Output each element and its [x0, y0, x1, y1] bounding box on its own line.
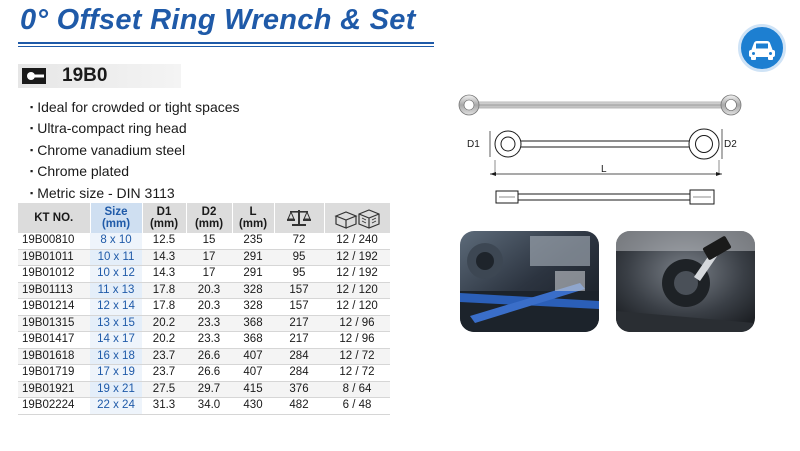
dimension-d2-label: D2: [724, 139, 737, 150]
cell-weight: 284: [274, 348, 324, 365]
cell-kt: 19B01012: [18, 266, 90, 283]
cell-kt: 19B02224: [18, 398, 90, 415]
dimension-l-label: L: [601, 164, 607, 175]
cell-size: 12 x 14: [90, 299, 142, 316]
cell-pack: 12 / 72: [324, 348, 390, 365]
cell-d1: 17.8: [142, 282, 186, 299]
cell-d2: 15: [186, 233, 232, 249]
cell-size: 10 x 12: [90, 266, 142, 283]
cell-weight: 217: [274, 332, 324, 349]
cell-size: 14 x 17: [90, 332, 142, 349]
cell-pack: 12 / 192: [324, 266, 390, 283]
cell-size: 16 x 18: [90, 348, 142, 365]
cell-kt: 19B01113: [18, 282, 90, 299]
header-d2-unit: (mm): [194, 218, 224, 230]
header-size-unit: (mm): [101, 218, 131, 230]
cell-weight: 482: [274, 398, 324, 415]
table-header-row: [18, 203, 390, 233]
wrench-dimension-drawing: [466, 124, 746, 184]
cell-size: 22 x 24: [90, 398, 142, 415]
header-size-label: Size: [104, 206, 128, 218]
cell-pack: 6 / 48: [324, 398, 390, 415]
cell-d2: 20.3: [186, 299, 232, 316]
wrench-in-use-photo: [616, 231, 755, 332]
wrench-side-profile: [494, 188, 716, 208]
cell-size: 19 x 21: [90, 381, 142, 398]
header-kt-no: KT NO.: [18, 203, 90, 233]
feature-list: [30, 98, 240, 205]
cell-d2: 23.3: [186, 332, 232, 349]
cell-l: 407: [232, 348, 274, 365]
header-size: [90, 203, 142, 233]
header-d1-unit: (mm): [149, 218, 179, 230]
cell-pack: 12 / 192: [324, 249, 390, 266]
cell-l: 328: [232, 299, 274, 316]
cell-weight: 157: [274, 299, 324, 316]
engine-bay-photo: [460, 231, 599, 332]
table-row: [18, 365, 390, 382]
page-title: 0° Offset Ring Wrench & Set: [20, 4, 416, 36]
table-row: [18, 332, 390, 349]
cell-d1: 23.7: [142, 365, 186, 382]
cell-d2: 26.6: [186, 348, 232, 365]
cell-d1: 12.5: [142, 233, 186, 249]
table-row: [18, 266, 390, 283]
feature-item: ▪ Ideal for crowded or tight spaces: [30, 98, 240, 119]
header-weight: [274, 203, 324, 233]
cell-d1: 20.2: [142, 315, 186, 332]
table-row: [18, 348, 390, 365]
cell-d1: 20.2: [142, 332, 186, 349]
cell-kt: 19B01214: [18, 299, 90, 316]
cell-l: 291: [232, 249, 274, 266]
table-row: [18, 299, 390, 316]
cell-d1: 27.5: [142, 381, 186, 398]
cell-weight: 376: [274, 381, 324, 398]
cell-d1: 14.3: [142, 249, 186, 266]
table-row: [18, 381, 390, 398]
cell-d1: 31.3: [142, 398, 186, 415]
cell-size: 17 x 19: [90, 365, 142, 382]
cell-kt: 19B01315: [18, 315, 90, 332]
cell-d2: 29.7: [186, 381, 232, 398]
table-row: [18, 233, 390, 249]
cell-d2: 17: [186, 266, 232, 283]
cell-d2: 23.3: [186, 315, 232, 332]
box-icon: [332, 207, 382, 229]
cell-d2: 17: [186, 249, 232, 266]
table-row: [18, 315, 390, 332]
cell-pack: 12 / 96: [324, 332, 390, 349]
cell-l: 291: [232, 266, 274, 283]
cell-d2: 20.3: [186, 282, 232, 299]
feature-item: ▪ Ultra-compact ring head: [30, 119, 240, 140]
cell-pack: 12 / 240: [324, 233, 390, 249]
cell-kt: 19B00810: [18, 233, 90, 249]
table-row: [18, 282, 390, 299]
cell-d2: 34.0: [186, 398, 232, 415]
model-code: 19B0: [62, 65, 108, 86]
table-row: [18, 398, 390, 415]
spec-table: [18, 203, 391, 415]
cell-weight: 157: [274, 282, 324, 299]
feature-item: ▪ Chrome plated: [30, 162, 240, 183]
cell-weight: 95: [274, 249, 324, 266]
cell-d1: 17.8: [142, 299, 186, 316]
cell-size: 10 x 11: [90, 249, 142, 266]
scale-icon: [286, 207, 312, 229]
cell-l: 415: [232, 381, 274, 398]
header-l-unit: (mm): [238, 218, 268, 230]
header-l: [232, 203, 274, 233]
cell-kt: 19B01719: [18, 365, 90, 382]
header-pack: [324, 203, 390, 233]
cell-size: 11 x 13: [90, 282, 142, 299]
cell-l: 328: [232, 282, 274, 299]
cell-l: 368: [232, 332, 274, 349]
cell-weight: 284: [274, 365, 324, 382]
cell-kt: 19B01417: [18, 332, 90, 349]
feature-item: ▪ Metric size - DIN 3113: [30, 184, 240, 205]
cell-pack: 12 / 120: [324, 282, 390, 299]
cell-weight: 95: [274, 266, 324, 283]
header-d2-label: D2: [201, 206, 217, 218]
feature-item: ▪ Chrome vanadium steel: [30, 141, 240, 162]
cell-kt: 19B01011: [18, 249, 90, 266]
wrench-product-image: [455, 94, 745, 116]
cell-pack: 12 / 72: [324, 365, 390, 382]
cell-l: 407: [232, 365, 274, 382]
cell-kt: 19B01921: [18, 381, 90, 398]
cell-d2: 26.6: [186, 365, 232, 382]
header-d1: [142, 203, 186, 233]
car-icon: [738, 24, 786, 72]
cell-size: 8 x 10: [90, 233, 142, 249]
cell-pack: 8 / 64: [324, 381, 390, 398]
wrench-end-icon: [22, 68, 46, 84]
cell-d1: 23.7: [142, 348, 186, 365]
cell-kt: 19B01618: [18, 348, 90, 365]
cell-weight: 72: [274, 233, 324, 249]
cell-pack: 12 / 96: [324, 315, 390, 332]
cell-weight: 217: [274, 315, 324, 332]
cell-size: 13 x 15: [90, 315, 142, 332]
header-d2: [186, 203, 232, 233]
cell-pack: 12 / 120: [324, 299, 390, 316]
cell-l: 430: [232, 398, 274, 415]
title-underline: [18, 42, 434, 44]
dimension-d1-label: D1: [467, 139, 480, 150]
header-d1-label: D1: [156, 206, 172, 218]
cell-l: 235: [232, 233, 274, 249]
header-l-label: L: [249, 206, 257, 218]
cell-l: 368: [232, 315, 274, 332]
table-row: [18, 249, 390, 266]
cell-d1: 14.3: [142, 266, 186, 283]
title-underline-thin: [18, 46, 434, 47]
